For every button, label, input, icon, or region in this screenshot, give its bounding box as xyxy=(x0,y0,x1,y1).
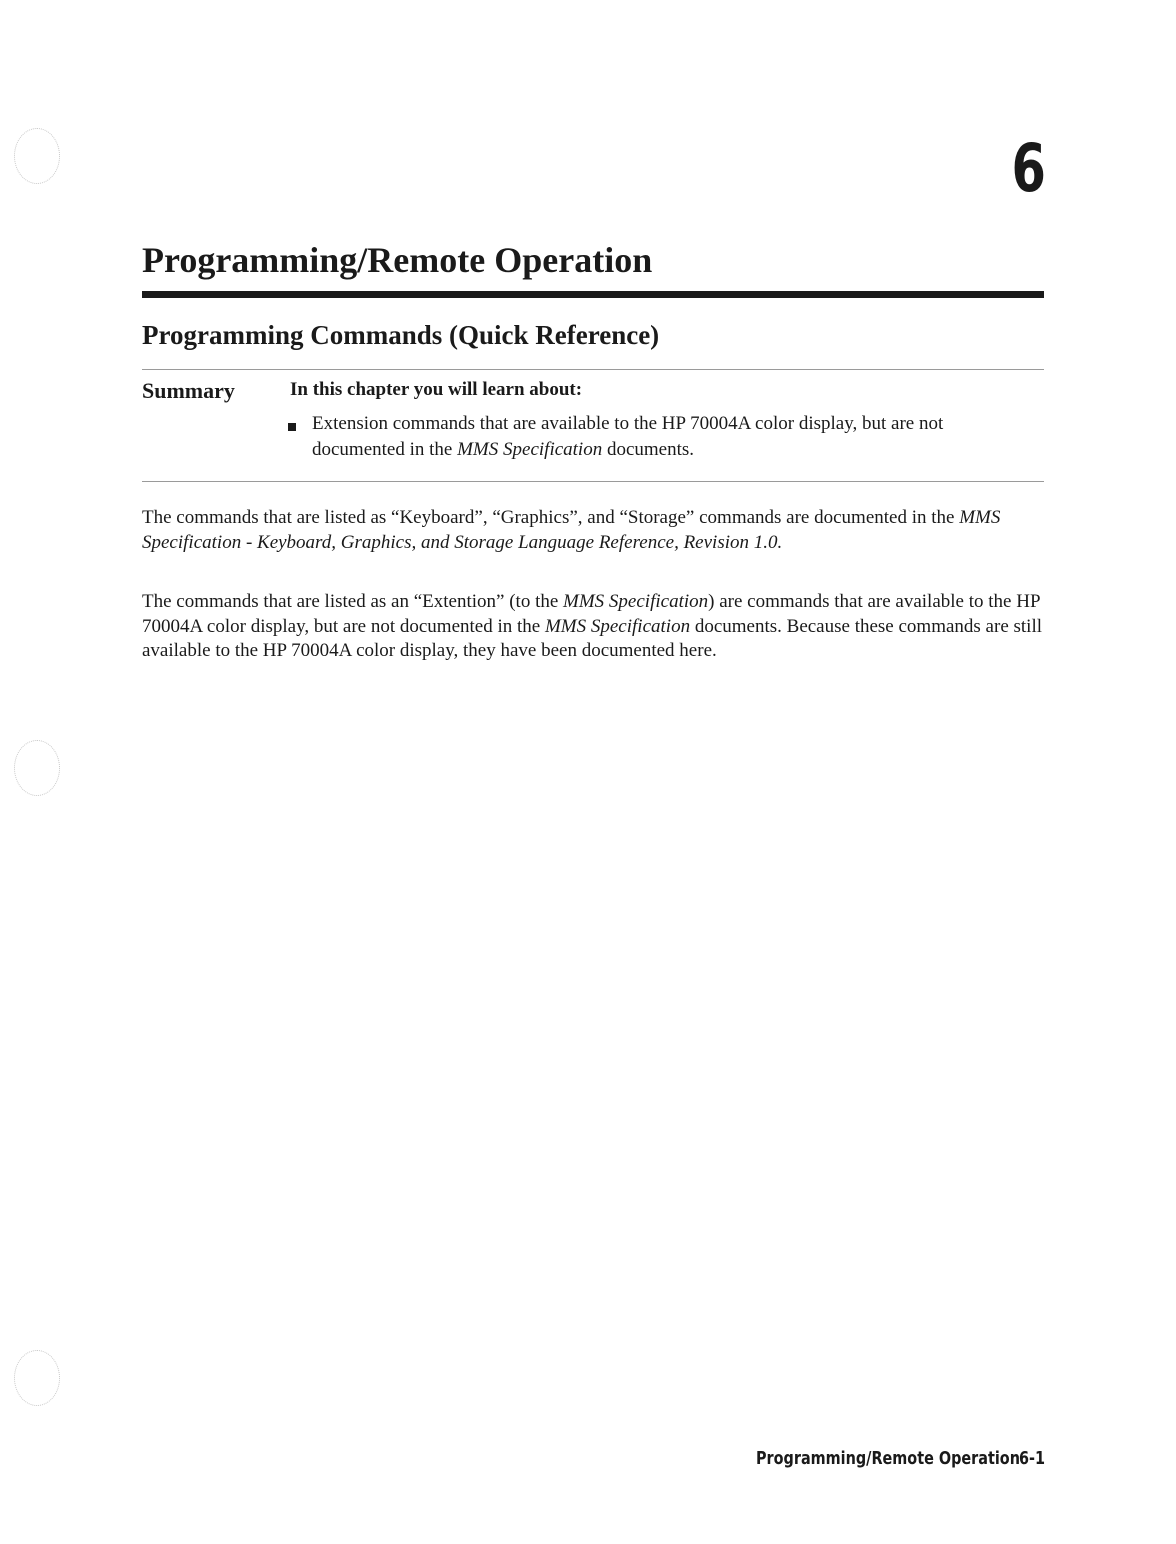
paragraph-2-emphasis: MMS Specification xyxy=(563,591,709,612)
paragraph-1 xyxy=(142,506,1044,555)
paragraph-1-emphasis: MMS Specification - Keyboard, Graphics, and Storage Language Reference, Revision 1.0. xyxy=(142,507,1001,553)
summary-bullet-text-end: documents. xyxy=(602,439,695,460)
summary-label: Summary xyxy=(142,378,235,403)
paragraph-2-text: The commands that are listed as an “Extention” (to the xyxy=(142,591,564,612)
footer-title: Programming/Remote Operation xyxy=(756,1448,1020,1469)
summary-bullet-emphasis: MMS Specification xyxy=(457,439,603,460)
summary-bullet-item xyxy=(312,411,1032,463)
footer-page-number: 6-1 xyxy=(1019,1448,1046,1469)
chapter-title: Programming/Remote Operation xyxy=(142,240,653,280)
chapter-number: 6 xyxy=(1011,130,1046,207)
summary-top-rule xyxy=(142,369,1044,370)
punch-hole-bottom xyxy=(14,1350,60,1406)
summary-bullet-text: Extension commands that are available to the HP 70004A color display, but are not documented in the xyxy=(312,413,944,460)
chapter-rule xyxy=(142,291,1044,298)
paragraph-2-text-mid: ) are commands that are available to the HP 70004A color display, but are not documented in the xyxy=(142,591,1040,637)
section-title: Programming Commands (Quick Reference) xyxy=(142,320,660,350)
summary-intro: In this chapter you will learn about: xyxy=(290,379,583,400)
paragraph-2-text-end: documents. Because these commands are still available to the HP 70004A color display, they have been documented here. xyxy=(142,615,1043,661)
bullet-marker-icon xyxy=(288,423,296,431)
summary-bottom-rule xyxy=(142,481,1044,482)
paragraph-2-emphasis-2: MMS Specification xyxy=(544,615,691,637)
paragraph-2 xyxy=(142,590,1044,664)
punch-hole-middle xyxy=(14,740,60,796)
punch-hole-top xyxy=(14,128,60,184)
paragraph-1-text: The commands that are listed as “Keyboard”, “Graphics”, and “Storage” commands are documented in the xyxy=(142,507,960,528)
